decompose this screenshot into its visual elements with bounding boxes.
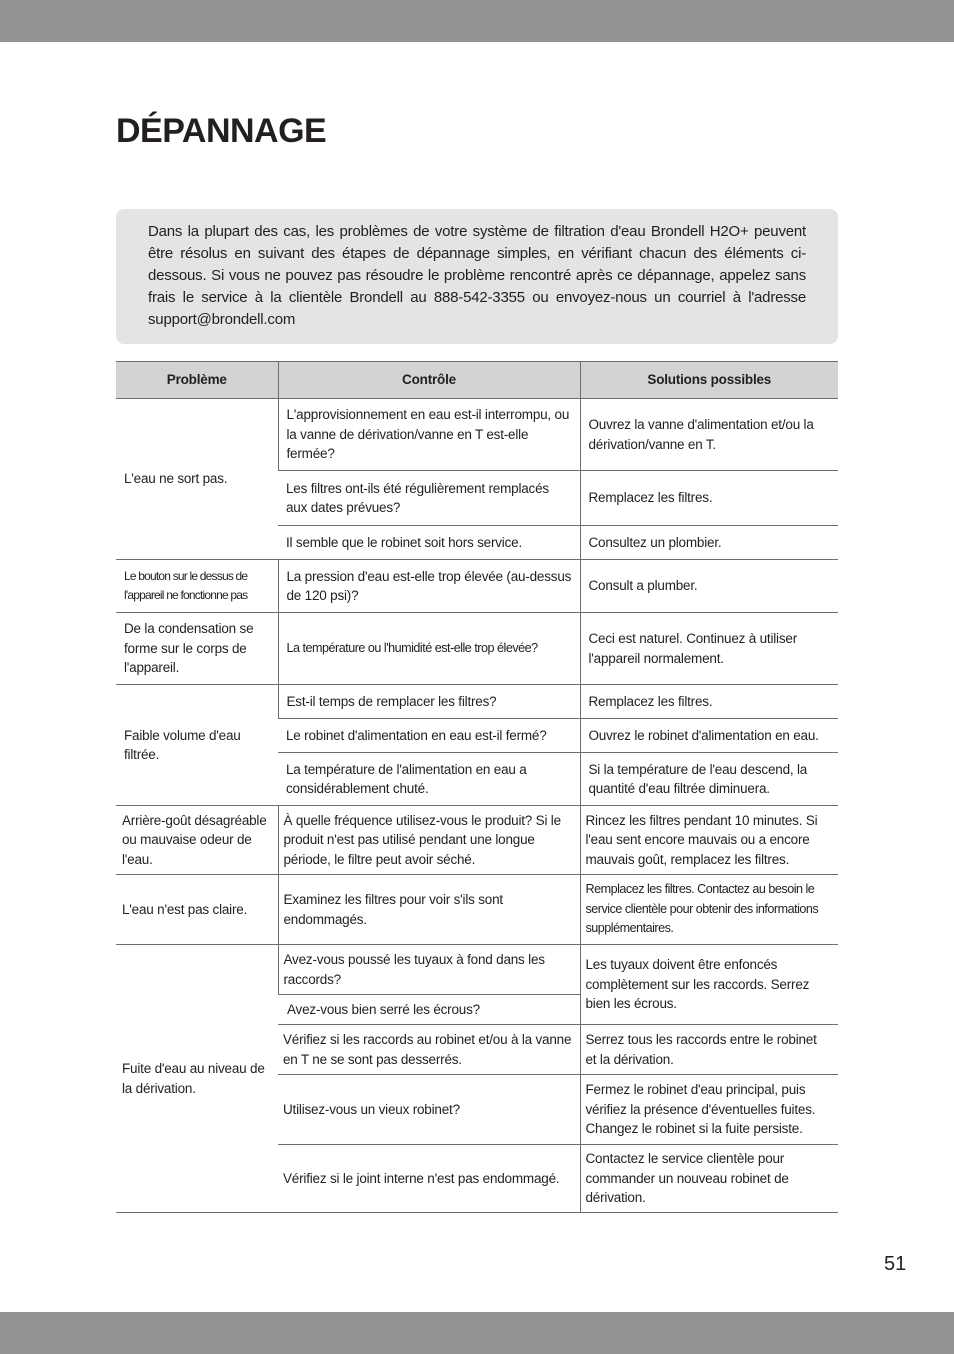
solution-cell: Ouvrez la vanne d'alimentation et/ou la dérivation/vanne en T. [580,399,838,471]
solution-cell: Si la température de l'eau descend, la quantité d'eau filtrée diminuera. [580,753,838,806]
table-header-row [116,362,838,399]
check-cell: À quelle fréquence utilisez-vous le produit? Si le produit n'est pas utilisé pendant une longue période, le filtre peut avoir séché. [278,806,580,875]
check-cell: La température de l'alimentation en eau a considérablement chuté. [278,753,580,806]
problem-cell: De la condensation se forme sur le corps de l'appareil. [116,613,278,685]
solution-cell: Remplacez les filtres. [580,685,838,719]
solution-cell: Consult a plumber. [580,560,838,613]
check-cell: Il semble que le robinet soit hors service. [278,526,580,560]
table-row [116,945,838,995]
check-cell: La pression d'eau est-elle trop élevée (au-dessus de 120 psi)? [278,560,580,613]
bottom-gray-bar [0,1312,954,1354]
solution-cell: Contactez le service clientèle pour commander un nouveau robinet de dérivation. [580,1145,838,1213]
solution-cell: Consultez un plombier. [580,526,838,560]
solution-cell: Les tuyaux doivent être enfoncés complètement sur les raccords. Serrez bien les écrous. [580,945,838,1025]
top-gray-bar [0,0,954,42]
troubleshooting-table [116,361,838,1213]
problem-cell: Arrière-goût désagréable ou mauvaise odeur de l'eau. [116,806,278,875]
check-cell: Avez-vous poussé les tuyaux à fond dans les raccords? [278,945,580,995]
solution-cell: Fermez le robinet d'eau principal, puis vérifiez la présence d'éventuelles fuites. Changez le robinet si la fuite persiste. [580,1075,838,1145]
problem-cell: Le bouton sur le dessus de l'appareil ne fonctionne pas [116,560,278,613]
check-cell: L'approvisionnement en eau est-il interrompu, ou la vanne de dérivation/vanne en T est-elle fermée? [278,399,580,471]
check-cell: La température ou l'humidité est-elle trop élevée? [278,613,580,685]
table-row [116,806,838,875]
check-cell: Vérifiez si le joint interne n'est pas endommagé. [278,1145,580,1213]
problem-cell: L'eau ne sort pas. [116,399,278,560]
check-cell: Vérifiez si les raccords au robinet et/ou à la vanne en T ne se sont pas desserrés. [278,1025,580,1075]
check-cell: Utilisez-vous un vieux robinet? [278,1075,580,1145]
solution-cell: Rincez les filtres pendant 10 minutes. Si l'eau sent encore mauvais ou a encore mauvais goût, remplacez les filtres. [580,806,838,875]
check-cell: Les filtres ont-ils été régulièrement remplacés aux dates prévues? [278,471,580,526]
table-row [116,685,838,719]
problem-cell: Fuite d'eau au niveau de la dérivation. [116,945,278,1213]
header-controle: Contrôle [278,362,580,399]
solution-cell: Ceci est naturel. Continuez à utiliser l'appareil normalement. [580,613,838,685]
solution-cell: Serrez tous les raccords entre le robinet et la dérivation. [580,1025,838,1075]
page-title: DÉPANNAGE [116,112,327,150]
solution-cell: Remplacez les filtres. [580,471,838,526]
problem-cell: Faible volume d'eau filtrée. [116,685,278,806]
page-number: 51 [884,1253,907,1275]
header-solutions: Solutions possibles [580,362,838,399]
intro-box: Dans la plupart des cas, les problèmes de votre système de filtration d'eau Brondell H2O+ peuvent être résolus en suivant des étapes de dépannage simples, en vérifiant chacun des éléments ci-dessous. Si vous ne pouvez pas résoudre le problème rencontré après ce dépannage, appelez sans frais le service à la clientèle Brondell au 888-542-3355 ou envoyez-nous un courriel à l'adresse support@brondell.com [116,209,838,344]
table-row [116,875,838,945]
table-row [116,613,838,685]
check-cell: Examinez les filtres pour voir s'ils sont endommagés. [278,875,580,945]
check-cell: Avez-vous bien serré les écrous? [278,995,580,1025]
header-probleme: Problème [116,362,278,399]
problem-cell: L'eau n'est pas claire. [116,875,278,945]
solution-cell: Remplacez les filtres. Contactez au besoin le service clientèle pour obtenir des informations supplémentaires. [580,875,838,945]
table-row [116,399,838,471]
solution-cell: Ouvrez le robinet d'alimentation en eau. [580,719,838,753]
table-row [116,560,838,613]
check-cell: Le robinet d'alimentation en eau est-il fermé? [278,719,580,753]
check-cell: Est-il temps de remplacer les filtres? [278,685,580,719]
